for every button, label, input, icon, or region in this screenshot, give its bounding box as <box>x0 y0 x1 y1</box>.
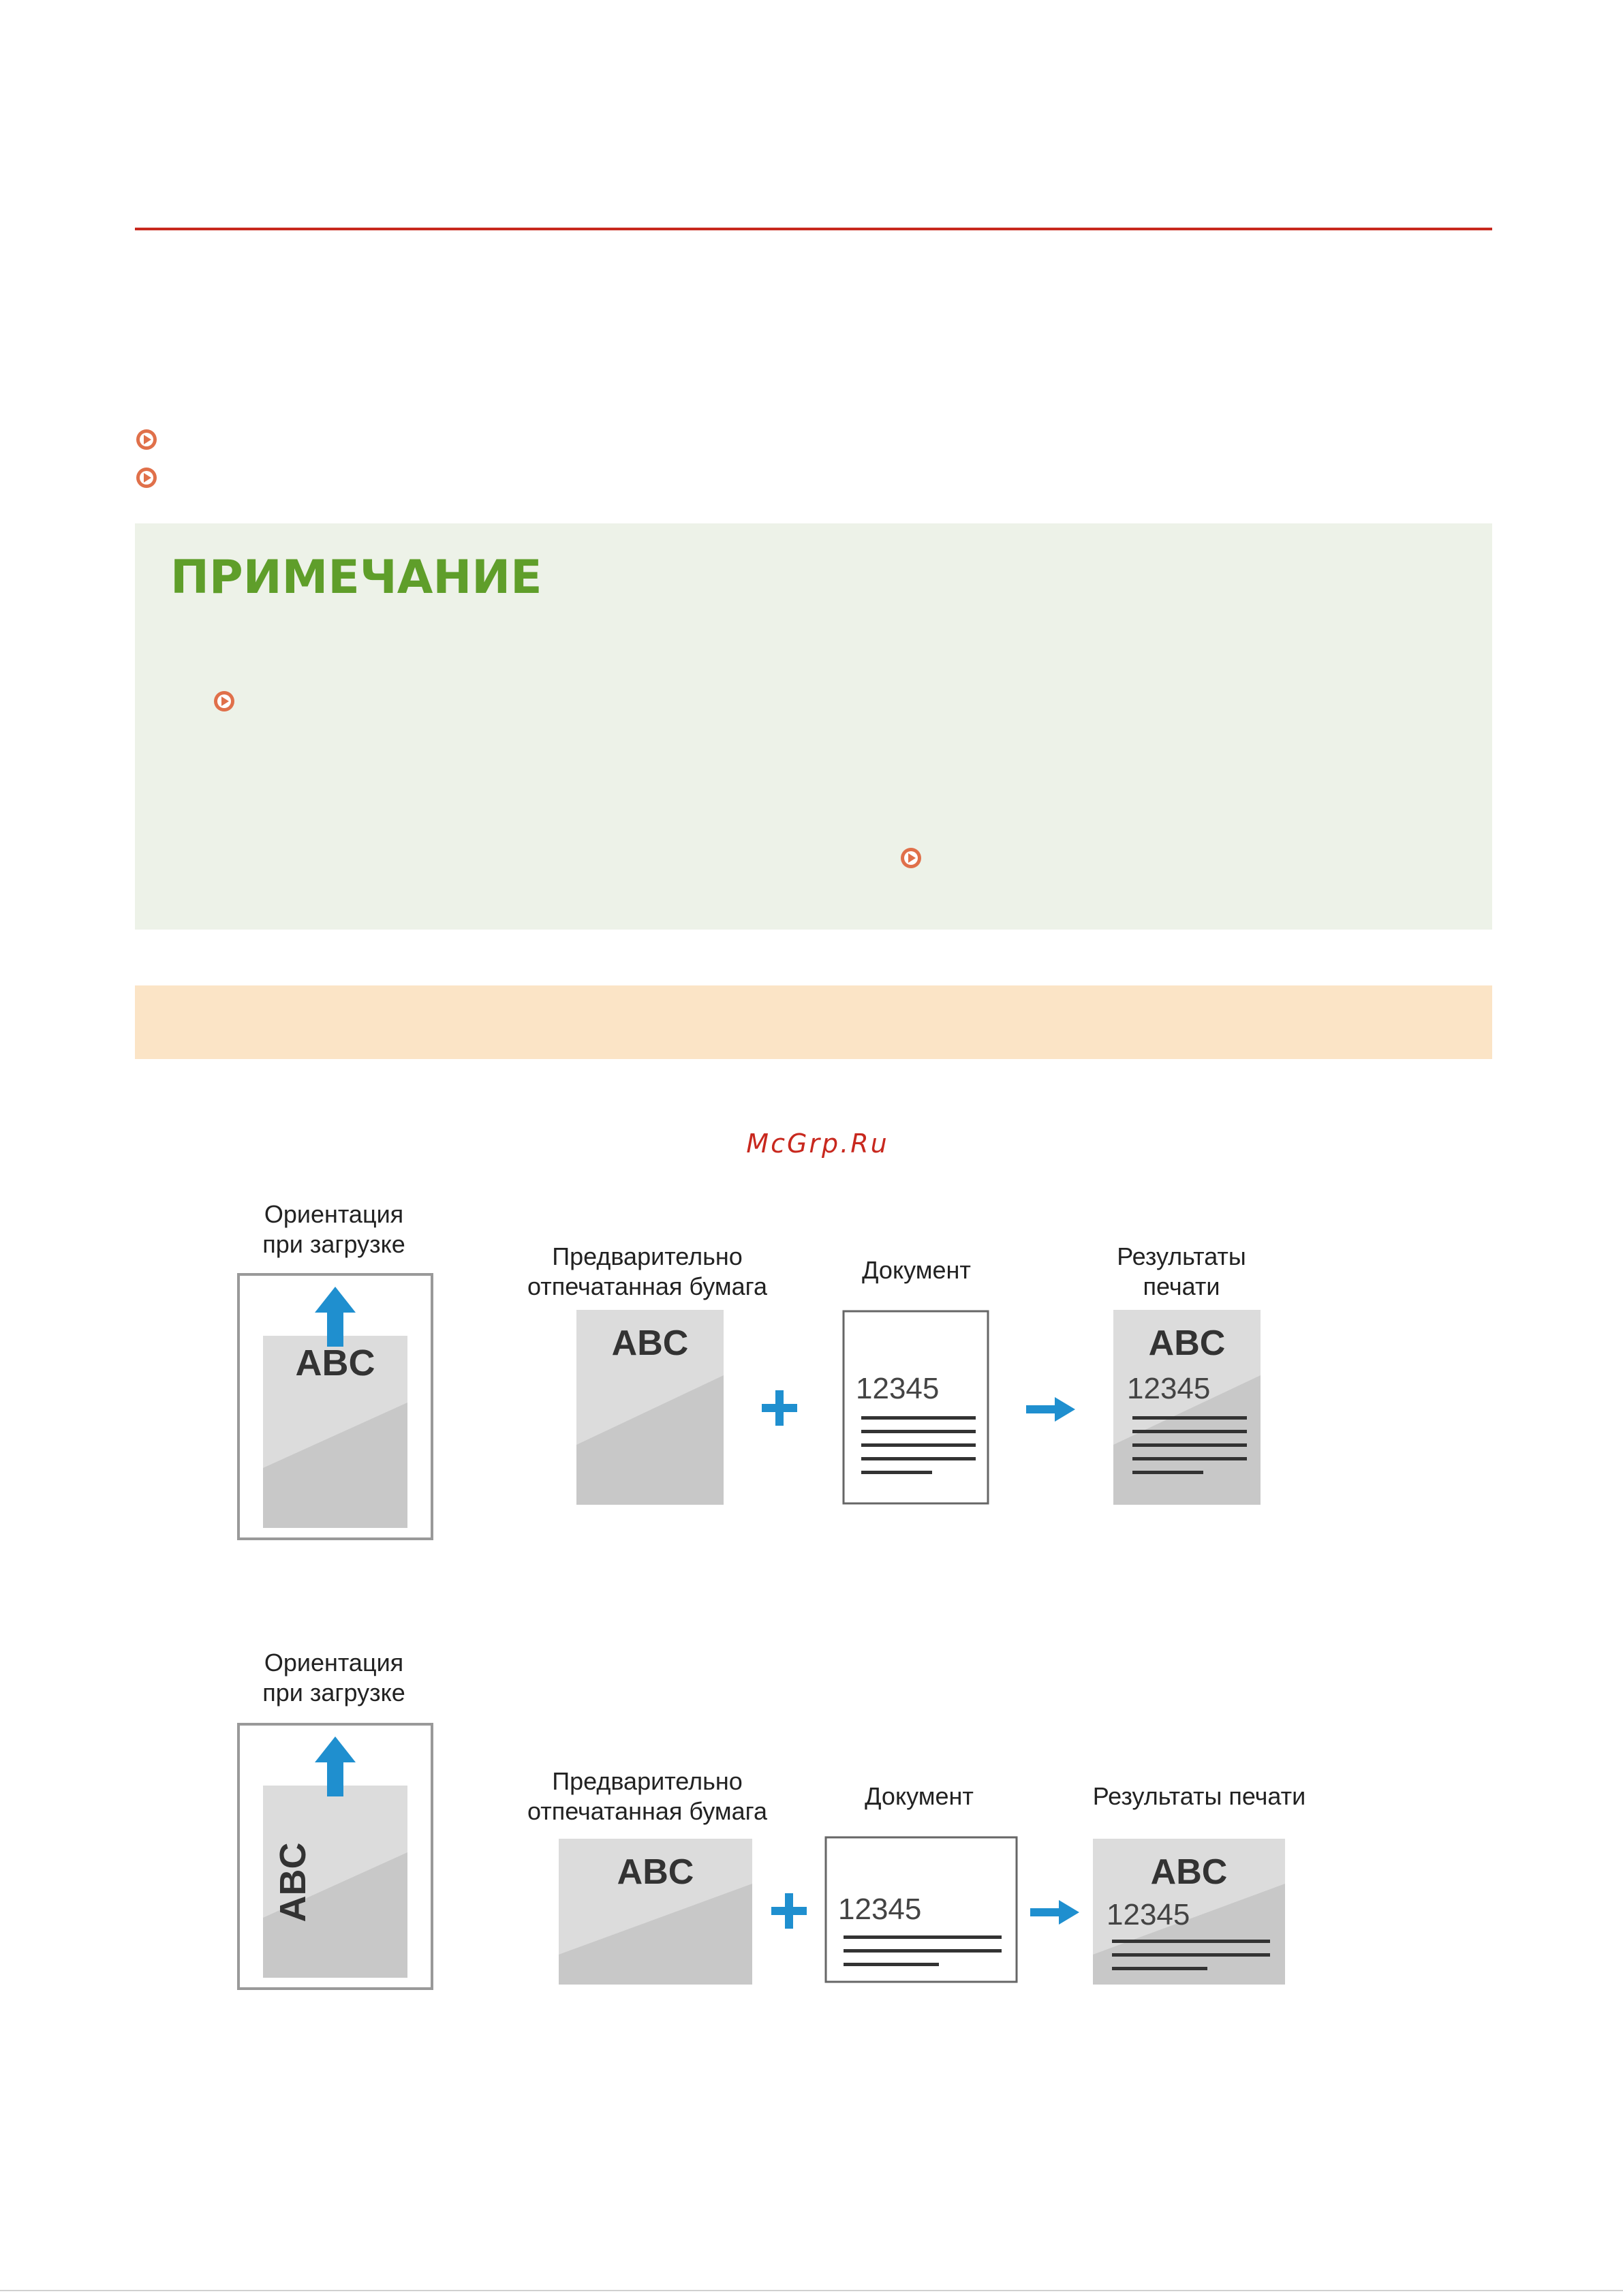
orientation-label-line2: при загрузке <box>262 1230 405 1258</box>
preprinted-paper-text: ABC <box>617 1852 694 1892</box>
preprinted-label-line1: Предварительно <box>552 1242 743 1270</box>
circle-play-icon[interactable] <box>213 690 236 713</box>
paper-text: ABC <box>295 1343 375 1383</box>
plus-icon <box>760 1389 799 1427</box>
paper-text-rotated: ABC <box>273 1842 313 1923</box>
document-number: 12345 <box>838 1893 922 1926</box>
preprinted-paper-text: ABC <box>611 1323 689 1363</box>
header-rule <box>135 228 1492 230</box>
print-result-number: 12345 <box>1107 1898 1190 1931</box>
document-label: Документ <box>862 1256 971 1284</box>
results-label: Результаты печати <box>1092 1782 1306 1810</box>
preprinted-label-line2: отпечатанная бумага <box>527 1797 767 1825</box>
document-page <box>824 1836 1019 1985</box>
circle-play-icon[interactable] <box>899 846 923 870</box>
preprinted-label <box>518 1766 777 1826</box>
print-result-page <box>1113 1310 1261 1505</box>
section-heading-bar <box>135 985 1492 1059</box>
document-label: Документ <box>865 1782 974 1810</box>
document-number: 12345 <box>856 1372 940 1405</box>
orientation-label <box>225 1199 443 1259</box>
results-label <box>1079 1242 1284 1302</box>
arrow-right-icon <box>1026 1396 1077 1423</box>
arrow-right-icon <box>1030 1899 1081 1926</box>
note-title: ПРИМЕЧАНИЕ <box>170 551 542 604</box>
orientation-label-line1: Ориентация <box>264 1200 404 1228</box>
print-result-paper-text: ABC <box>1148 1323 1226 1363</box>
watermark: McGrp.Ru <box>746 1129 889 1159</box>
preprinted-paper <box>576 1310 724 1505</box>
loading-orientation-tray <box>237 1723 435 1993</box>
preprinted-label-line1: Предварительно <box>552 1767 743 1795</box>
loading-orientation-tray <box>237 1273 435 1543</box>
results-label-line2: печати <box>1143 1272 1220 1300</box>
circle-play-icon[interactable] <box>135 466 158 489</box>
results-label-line1: Результаты <box>1117 1242 1246 1270</box>
preprinted-label <box>518 1242 777 1302</box>
circle-play-icon[interactable] <box>135 428 158 451</box>
orientation-label <box>225 1648 443 1708</box>
document-page <box>842 1310 991 1506</box>
print-result-number: 12345 <box>1127 1372 1211 1405</box>
print-result-page <box>1093 1839 1285 1985</box>
page-bottom-rule <box>0 2290 1623 2291</box>
orientation-label-line2: при загрузке <box>262 1679 405 1706</box>
preprinted-label-line2: отпечатанная бумага <box>527 1272 767 1300</box>
orientation-label-line1: Ориентация <box>264 1649 404 1677</box>
print-result-paper-text: ABC <box>1150 1852 1228 1892</box>
plus-icon <box>770 1892 808 1930</box>
preprinted-paper <box>559 1839 752 1985</box>
